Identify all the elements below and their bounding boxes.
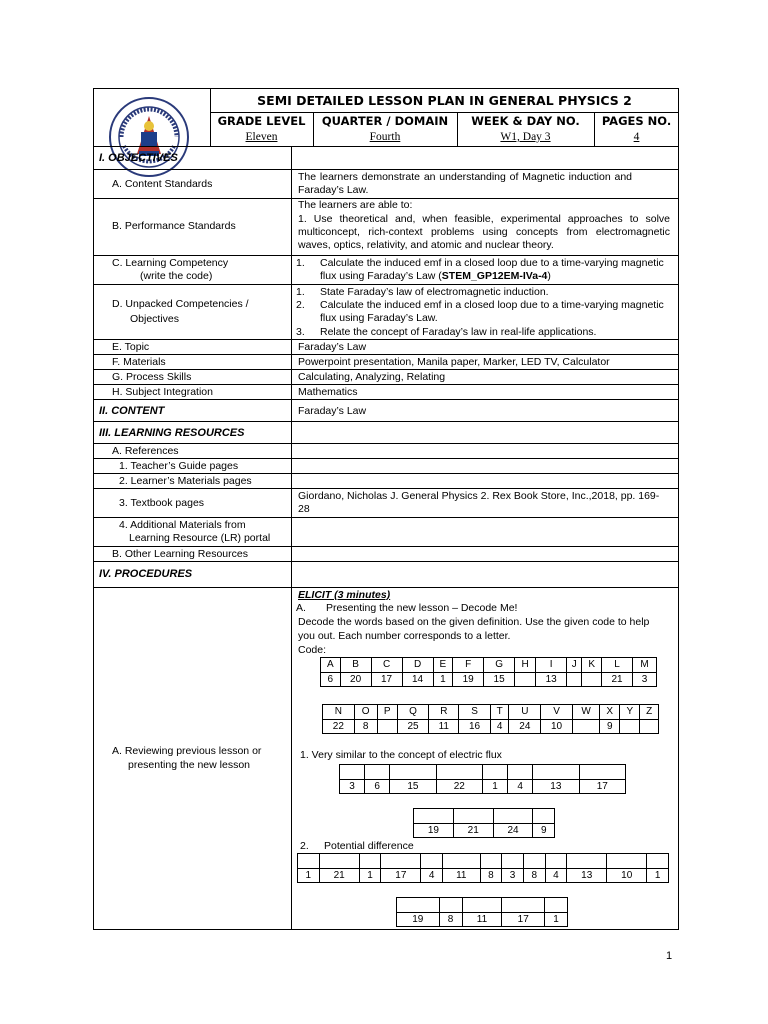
- answer-number-cell: 22: [436, 780, 482, 794]
- materials-value: Powerpoint presentation, Manila paper, Marker, LED TV, Calculator: [298, 356, 610, 368]
- objectives-heading: I. OBJECTIVES: [99, 152, 178, 164]
- answer-number-cell: 17: [381, 869, 421, 883]
- code-letter-cell: H: [515, 658, 536, 673]
- answer-blank-cell: [482, 765, 507, 780]
- textbook-pages-label: 3. Textbook pages: [119, 497, 205, 509]
- code-number-cell: 10: [541, 720, 573, 734]
- code-letter-cell: F: [453, 658, 484, 673]
- deped-seal: [108, 96, 190, 178]
- code-table-n-z: [322, 704, 659, 734]
- answer-number-cell: 17: [579, 780, 625, 794]
- unpacked-item-text: State Faraday’s law of electromagnetic induction.: [320, 286, 549, 298]
- answer-blank-cell: [340, 765, 365, 780]
- code-letter-cell: Q: [397, 705, 429, 720]
- answer-blank-cell: [421, 854, 443, 869]
- quarter-value: Fourth: [369, 131, 401, 143]
- unpacked-item-number: 2.: [296, 299, 305, 311]
- code-letter-cell: T: [490, 705, 509, 720]
- code-number-cell: 15: [484, 673, 515, 687]
- code-letter-cell: D: [402, 658, 433, 673]
- code-number-cell: 3: [633, 673, 657, 687]
- answer-blank-cell: [523, 854, 545, 869]
- answer-blank-cell: [502, 854, 524, 869]
- grade-level-label: GRADE LEVEL: [217, 114, 306, 128]
- answer-number-cell: 11: [462, 913, 502, 927]
- code-letter-cell: L: [602, 658, 633, 673]
- materials-label: F. Materials: [112, 356, 166, 368]
- answer-blank-cell: [453, 809, 493, 824]
- answer-number-cell: 3: [502, 869, 524, 883]
- quarter-label: QUARTER / DOMAIN: [321, 114, 449, 128]
- instruction-line2: you out. Each number corresponds to a letter.: [298, 630, 511, 642]
- answer-number-cell: 21: [453, 824, 493, 838]
- code-number-cell: [620, 720, 640, 734]
- code-number-cell: 25: [397, 720, 429, 734]
- answer-number-cell: 15: [390, 780, 436, 794]
- question-2: Potential difference: [324, 840, 414, 852]
- answer-blank-cell: [390, 765, 436, 780]
- additional-materials-sublabel: Learning Resource (LR) portal: [129, 532, 271, 544]
- competency-line1: Calculate the induced emf in a closed loop due to a time-varying magnetic: [320, 257, 664, 269]
- reviewing-lesson-sublabel: presenting the new lesson: [128, 759, 250, 771]
- additional-materials-label: 4. Additional Materials from: [119, 519, 246, 531]
- answer-number-cell: 10: [607, 869, 647, 883]
- teachers-guide-label: 1. Teacher’s Guide pages: [119, 460, 239, 472]
- code-number-cell: 14: [402, 673, 433, 687]
- code-letter-cell: M: [633, 658, 657, 673]
- content-standards-value: The learners demonstrate an understanding of Magnetic induction and Faraday’s Law.: [298, 171, 632, 196]
- pages-value: 4: [633, 131, 640, 143]
- code-letter-cell: C: [371, 658, 402, 673]
- performance-standards-label: B. Performance Standards: [112, 220, 236, 232]
- code-label: Code:: [298, 644, 327, 656]
- page-number: 1: [666, 950, 673, 962]
- code-number-cell: 17: [371, 673, 402, 687]
- unpacked-item-text: Relate the concept of Faraday’s law in real-life applications.: [320, 326, 597, 338]
- code-letter-cell: U: [509, 705, 541, 720]
- process-skills-value: Calculating, Analyzing, Relating: [298, 371, 446, 383]
- answer-blank-cell: [443, 854, 481, 869]
- answer-number-cell: 8: [523, 869, 545, 883]
- answer-number-cell: 19: [414, 824, 454, 838]
- answer-number-cell: 6: [365, 780, 390, 794]
- unpacked-competencies-label: D. Unpacked Competencies /: [112, 298, 249, 310]
- unpacked-item-number: 1.: [296, 286, 305, 298]
- code-number-cell: 19: [453, 673, 484, 687]
- answer-blank-cell: [414, 809, 454, 824]
- topic-label: E. Topic: [112, 341, 150, 353]
- performance-standards-value: 1. Use theoretical and, when feasible, experimental approaches to solve multiconcept, rich-context problems using concepts from electromagnetic waves, optics, relativity, and atomic and nuclear theory.: [298, 213, 670, 251]
- presenting-lesson-number: A.: [296, 602, 306, 614]
- answer-blank-cell: [436, 765, 482, 780]
- answer-number-cell: 13: [533, 780, 579, 794]
- learners-materials-label: 2. Learner’s Materials pages: [119, 475, 252, 487]
- answer-number-cell: 8: [439, 913, 462, 927]
- answer-blank-cell: [462, 898, 502, 913]
- week-day-label: WEEK & DAY NO.: [471, 114, 580, 128]
- answer-blank-cell: [480, 854, 502, 869]
- code-number-cell: 8: [354, 720, 377, 734]
- code-number-cell: [377, 720, 397, 734]
- learning-competency-label: C. Learning Competency: [112, 257, 229, 269]
- textbook-pages-value-cont: 28: [298, 503, 310, 515]
- content-heading: II. CONTENT: [99, 405, 165, 417]
- answer-blank-cell: [647, 854, 669, 869]
- references-label: A. References: [112, 445, 179, 457]
- answer-blank-cell: [508, 765, 533, 780]
- textbook-pages-value: Giordano, Nicholas J. General Physics 2. Rex Book Store, Inc.,2018, pp. 169-: [298, 490, 660, 502]
- answer-blank-cell: [298, 854, 320, 869]
- presenting-lesson-title: Presenting the new lesson – Decode Me!: [326, 602, 518, 614]
- question-1: 1. Very similar to the concept of electric flux: [300, 749, 502, 761]
- answer-blank-cell: [439, 898, 462, 913]
- code-letter-cell: K: [582, 658, 602, 673]
- week-day-value: W1, Day 3: [500, 131, 551, 143]
- code-number-cell: [640, 720, 659, 734]
- answer-number-cell: 3: [340, 780, 365, 794]
- code-number-cell: 20: [340, 673, 371, 687]
- answer-grid-2b: [396, 897, 568, 927]
- subject-integration-label: H. Subject Integration: [112, 386, 213, 398]
- code-letter-cell: X: [600, 705, 620, 720]
- code-letter-cell: N: [323, 705, 355, 720]
- elicit-heading: ELICIT (3 minutes): [298, 589, 391, 601]
- answer-grid-1b: [413, 808, 555, 838]
- answer-blank-cell: [319, 854, 359, 869]
- code-number-cell: 9: [600, 720, 620, 734]
- content-value: Faraday’s Law: [298, 405, 367, 417]
- code-number-cell: 1: [433, 673, 453, 687]
- code-letter-cell: O: [354, 705, 377, 720]
- grade-level-value: Eleven: [245, 131, 278, 143]
- code-number-cell: 24: [509, 720, 541, 734]
- answer-number-cell: 1: [482, 780, 507, 794]
- answer-number-cell: 4: [545, 869, 567, 883]
- answer-number-cell: 4: [508, 780, 533, 794]
- code-letter-cell: J: [567, 658, 582, 673]
- answer-blank-cell: [502, 898, 545, 913]
- competency-code: STEM_GP12EM-IVa-4: [441, 270, 548, 282]
- code-letter-cell: Z: [640, 705, 659, 720]
- seal-icon: [108, 96, 190, 178]
- answer-blank-cell: [544, 898, 567, 913]
- answer-blank-cell: [493, 809, 533, 824]
- code-number-cell: 6: [321, 673, 341, 687]
- learning-resources-heading: III. LEARNING RESOURCES: [99, 427, 245, 439]
- code-number-cell: 21: [602, 673, 633, 687]
- code-letter-cell: A: [321, 658, 341, 673]
- learning-competency-sublabel: (write the code): [140, 270, 213, 282]
- answer-number-cell: 1: [647, 869, 669, 883]
- code-number-cell: 22: [323, 720, 355, 734]
- code-letter-cell: V: [541, 705, 573, 720]
- code-letter-cell: S: [459, 705, 491, 720]
- answer-blank-cell: [579, 765, 625, 780]
- unpacked-competencies-sublabel: Objectives: [130, 313, 180, 325]
- code-letter-cell: P: [377, 705, 397, 720]
- topic-value: Faraday’s Law: [298, 341, 367, 353]
- code-letter-cell: R: [429, 705, 459, 720]
- code-letter-cell: W: [572, 705, 599, 720]
- pages-label: PAGES NO.: [601, 114, 672, 128]
- content-standards-label: A. Content Standards: [112, 178, 213, 190]
- answer-number-cell: 4: [421, 869, 443, 883]
- question-2-number: 2.: [300, 840, 309, 852]
- code-letter-cell: Y: [620, 705, 640, 720]
- procedures-heading: IV. PROCEDURES: [99, 568, 193, 580]
- subject-integration-value: Mathematics: [298, 386, 358, 398]
- code-table-a-m: [320, 657, 657, 687]
- answer-number-cell: 24: [493, 824, 533, 838]
- answer-blank-cell: [533, 809, 555, 824]
- unpacked-item-text: flux using Faraday’s Law.: [320, 312, 438, 324]
- competency-number: 1.: [296, 257, 305, 269]
- answer-grid-2a: [297, 853, 669, 883]
- performance-standards-intro: The learners are able to:: [298, 199, 413, 211]
- answer-number-cell: 1: [544, 913, 567, 927]
- code-letter-cell: G: [484, 658, 515, 673]
- code-number-cell: [582, 673, 602, 687]
- answer-number-cell: 1: [298, 869, 320, 883]
- answer-blank-cell: [397, 898, 440, 913]
- answer-number-cell: 9: [533, 824, 555, 838]
- code-number-cell: 11: [429, 720, 459, 734]
- process-skills-label: G. Process Skills: [112, 371, 192, 383]
- code-number-cell: 13: [536, 673, 567, 687]
- answer-grid-1a: [339, 764, 626, 794]
- answer-blank-cell: [381, 854, 421, 869]
- competency-line2: flux using Faraday’s Law (STEM_GP12EM-IVa-4): [320, 270, 551, 282]
- answer-blank-cell: [567, 854, 607, 869]
- answer-number-cell: 21: [319, 869, 359, 883]
- answer-blank-cell: [359, 854, 381, 869]
- unpacked-item-text: Calculate the induced emf in a closed loop due to a time-varying magnetic: [320, 299, 664, 311]
- answer-number-cell: 1: [359, 869, 381, 883]
- code-letter-cell: I: [536, 658, 567, 673]
- code-number-cell: [572, 720, 599, 734]
- reviewing-lesson-label: A. Reviewing previous lesson or: [112, 745, 262, 757]
- answer-blank-cell: [607, 854, 647, 869]
- unpacked-item-number: 3.: [296, 326, 305, 338]
- answer-number-cell: 13: [567, 869, 607, 883]
- answer-blank-cell: [533, 765, 579, 780]
- code-number-cell: [515, 673, 536, 687]
- code-number-cell: 16: [459, 720, 491, 734]
- answer-blank-cell: [365, 765, 390, 780]
- answer-blank-cell: [545, 854, 567, 869]
- code-letter-cell: B: [340, 658, 371, 673]
- answer-number-cell: 11: [443, 869, 481, 883]
- other-resources-label: B. Other Learning Resources: [112, 548, 248, 560]
- code-letter-cell: E: [433, 658, 453, 673]
- code-number-cell: [567, 673, 582, 687]
- answer-number-cell: 8: [480, 869, 502, 883]
- answer-number-cell: 17: [502, 913, 545, 927]
- code-number-cell: 4: [490, 720, 509, 734]
- answer-number-cell: 19: [397, 913, 440, 927]
- instruction-line1: Decode the words based on the given definition. Use the given code to help: [298, 616, 650, 628]
- lesson-plan-title: SEMI DETAILED LESSON PLAN IN GENERAL PHYSICS 2: [257, 93, 632, 108]
